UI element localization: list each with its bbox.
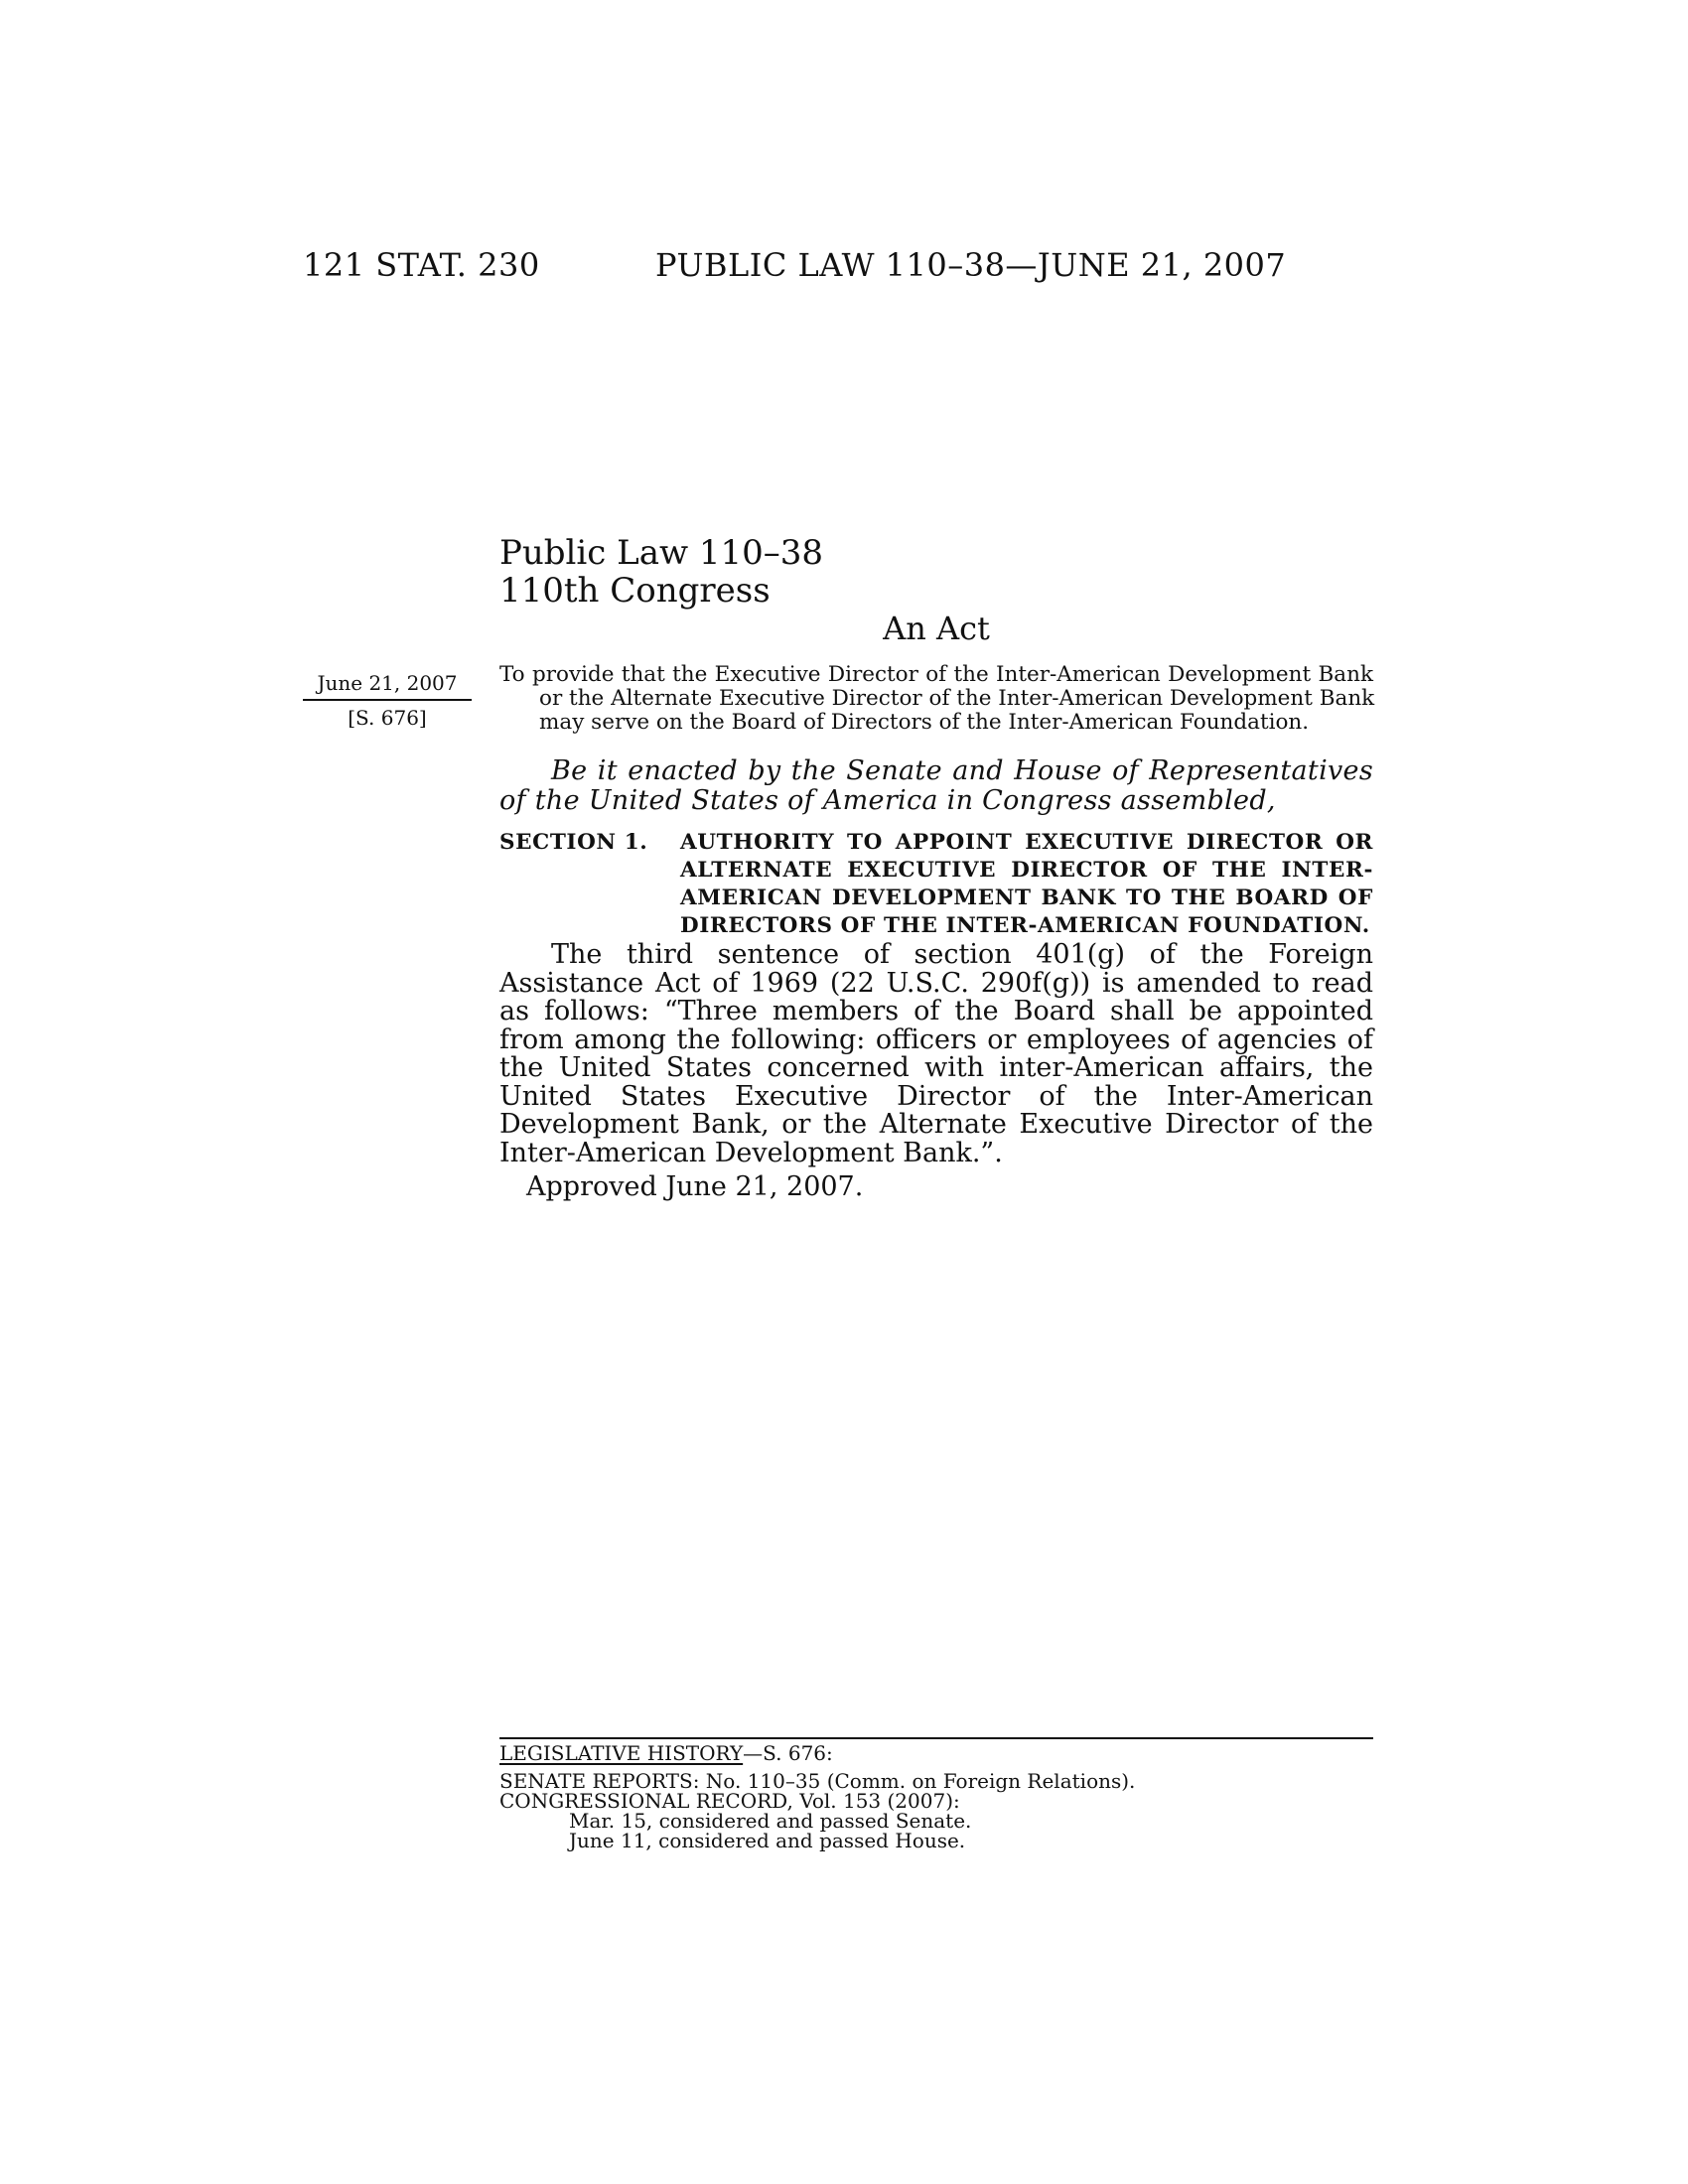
- public-law-number: Public Law 110–38: [499, 533, 824, 573]
- purpose-line: To provide that the Executive Director of the Inter-American Development Bank: [499, 662, 1373, 687]
- footnote-divider: [499, 1737, 1373, 1739]
- purpose-line: may serve on the Board of Directors of the Inter-American Foundation.: [539, 710, 1310, 735]
- congress-number: 110th Congress: [499, 571, 771, 611]
- running-header: PUBLIC LAW 110–38—JUNE 21, 2007: [655, 246, 1287, 284]
- congressional-record: CONGRESSIONAL RECORD, Vol. 153 (2007):: [499, 1789, 960, 1813]
- purpose-statement: [499, 663, 1373, 735]
- act-heading: An Act: [883, 610, 990, 647]
- legislative-history-title: LEGISLATIVE HISTORY: [499, 1741, 744, 1765]
- section-heading: [499, 829, 1373, 940]
- legislative-history-heading: [499, 1743, 1373, 1763]
- page-stat-citation: 121 STAT. 230: [303, 246, 540, 284]
- approval-date: Approved June 21, 2007.: [526, 1171, 864, 1202]
- section-number: SECTION 1.: [499, 830, 648, 855]
- senate-reports: SENATE REPORTS: No. 110–35 (Comm. on Foreign Relations).: [499, 1769, 1136, 1793]
- law-title-block: [499, 534, 823, 610]
- purpose-line: or the Alternate Executive Director of the Inter-American Development Bank: [539, 686, 1375, 711]
- legislative-history-bill: —S. 676:: [743, 1741, 833, 1765]
- enacting-clause: Be it enacted by the Senate and House of Representatives of the United States of America in Congress assembled,: [499, 755, 1373, 816]
- section-title: AUTHORITY TO APPOINT EXECUTIVE DIRECTOR OR ALTERNATE EXECUTIVE DIRECTOR OF THE INTER-AMERICAN DEVELOPMENT BANK TO THE BOARD OF DIRECTORS OF THE INTER-AMERICAN FOUNDATION.: [680, 830, 1373, 938]
- margin-note-date: June 21, 2007: [303, 671, 472, 701]
- history-entry: June 11, considered and passed House.: [569, 1829, 966, 1852]
- margin-note: [303, 671, 472, 730]
- section-body: The third sentence of section 401(g) of the Foreign Assistance Act of 1969 (22 U.S.C. 290f(g)) is amended to read as follows: “Three members of the Board shall be appointed from among the following: officers or employees of agencies of the United States concerned with inter-American affairs, the United States Executive Director of the Inter-American Development Bank, or the Alternate Executive Director of the Inter-American Development Bank.”.: [499, 939, 1373, 1168]
- legislative-history: [499, 1743, 1373, 1850]
- history-entry: Mar. 15, considered and passed Senate.: [569, 1809, 972, 1833]
- margin-note-bill: [S. 676]: [348, 706, 427, 730]
